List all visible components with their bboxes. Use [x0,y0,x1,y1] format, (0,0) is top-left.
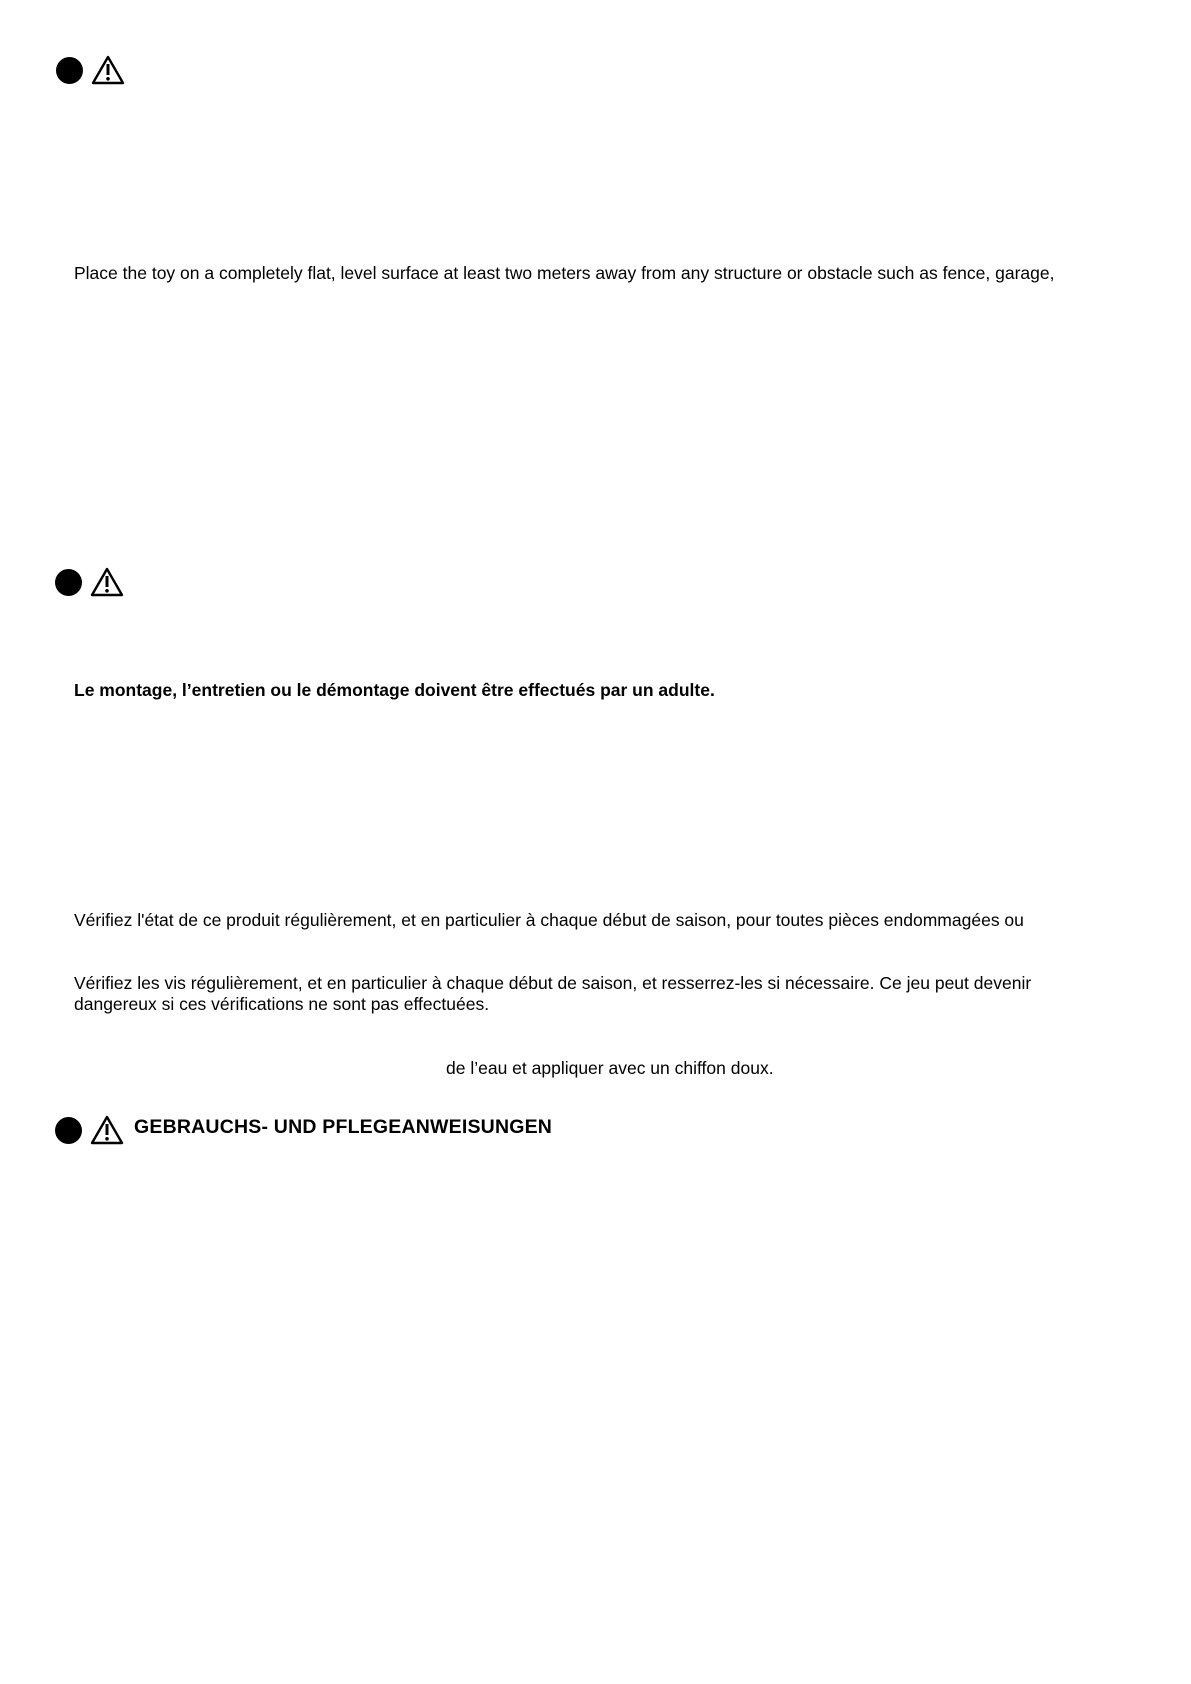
warning-triangle-icon [89,566,125,598]
filled-circle-icon [56,57,83,84]
usage-care-heading: GEBRAUCHS- UND PFLEGEANWEISUNGEN [134,1116,553,1138]
section-3-marker [55,1114,125,1146]
warning-triangle-icon [89,1114,125,1146]
screws-instruction-line-1: Vérifiez les vis régulièrement, et en particulier à chaque début de saison, et resserrez-les si nécessaire. Ce jeu peut devenir [74,973,1032,993]
section-2-marker [55,566,125,598]
section-1-marker [56,54,126,86]
adult-assembly-warning: Le montage, l’entretien ou le démontage doivent être effectués par un adulte. [74,680,715,700]
screws-instruction-line-2: dangereux si ces vérifications ne sont pas effectuées. [74,994,490,1014]
cleaning-instruction: de l’eau et appliquer avec un chiffon doux. [446,1058,774,1078]
placement-instruction: Place the toy on a completely flat, level surface at least two meters away from any structure or obstacle such as fence, garage, [74,263,1055,283]
warning-triangle-icon [90,54,126,86]
inspection-instruction: Vérifiez l'état de ce produit régulièrement, et en particulier à chaque début de saison, pour toutes pièces endommagées ou [74,910,1024,930]
filled-circle-icon [55,569,82,596]
filled-circle-icon [55,1117,82,1144]
